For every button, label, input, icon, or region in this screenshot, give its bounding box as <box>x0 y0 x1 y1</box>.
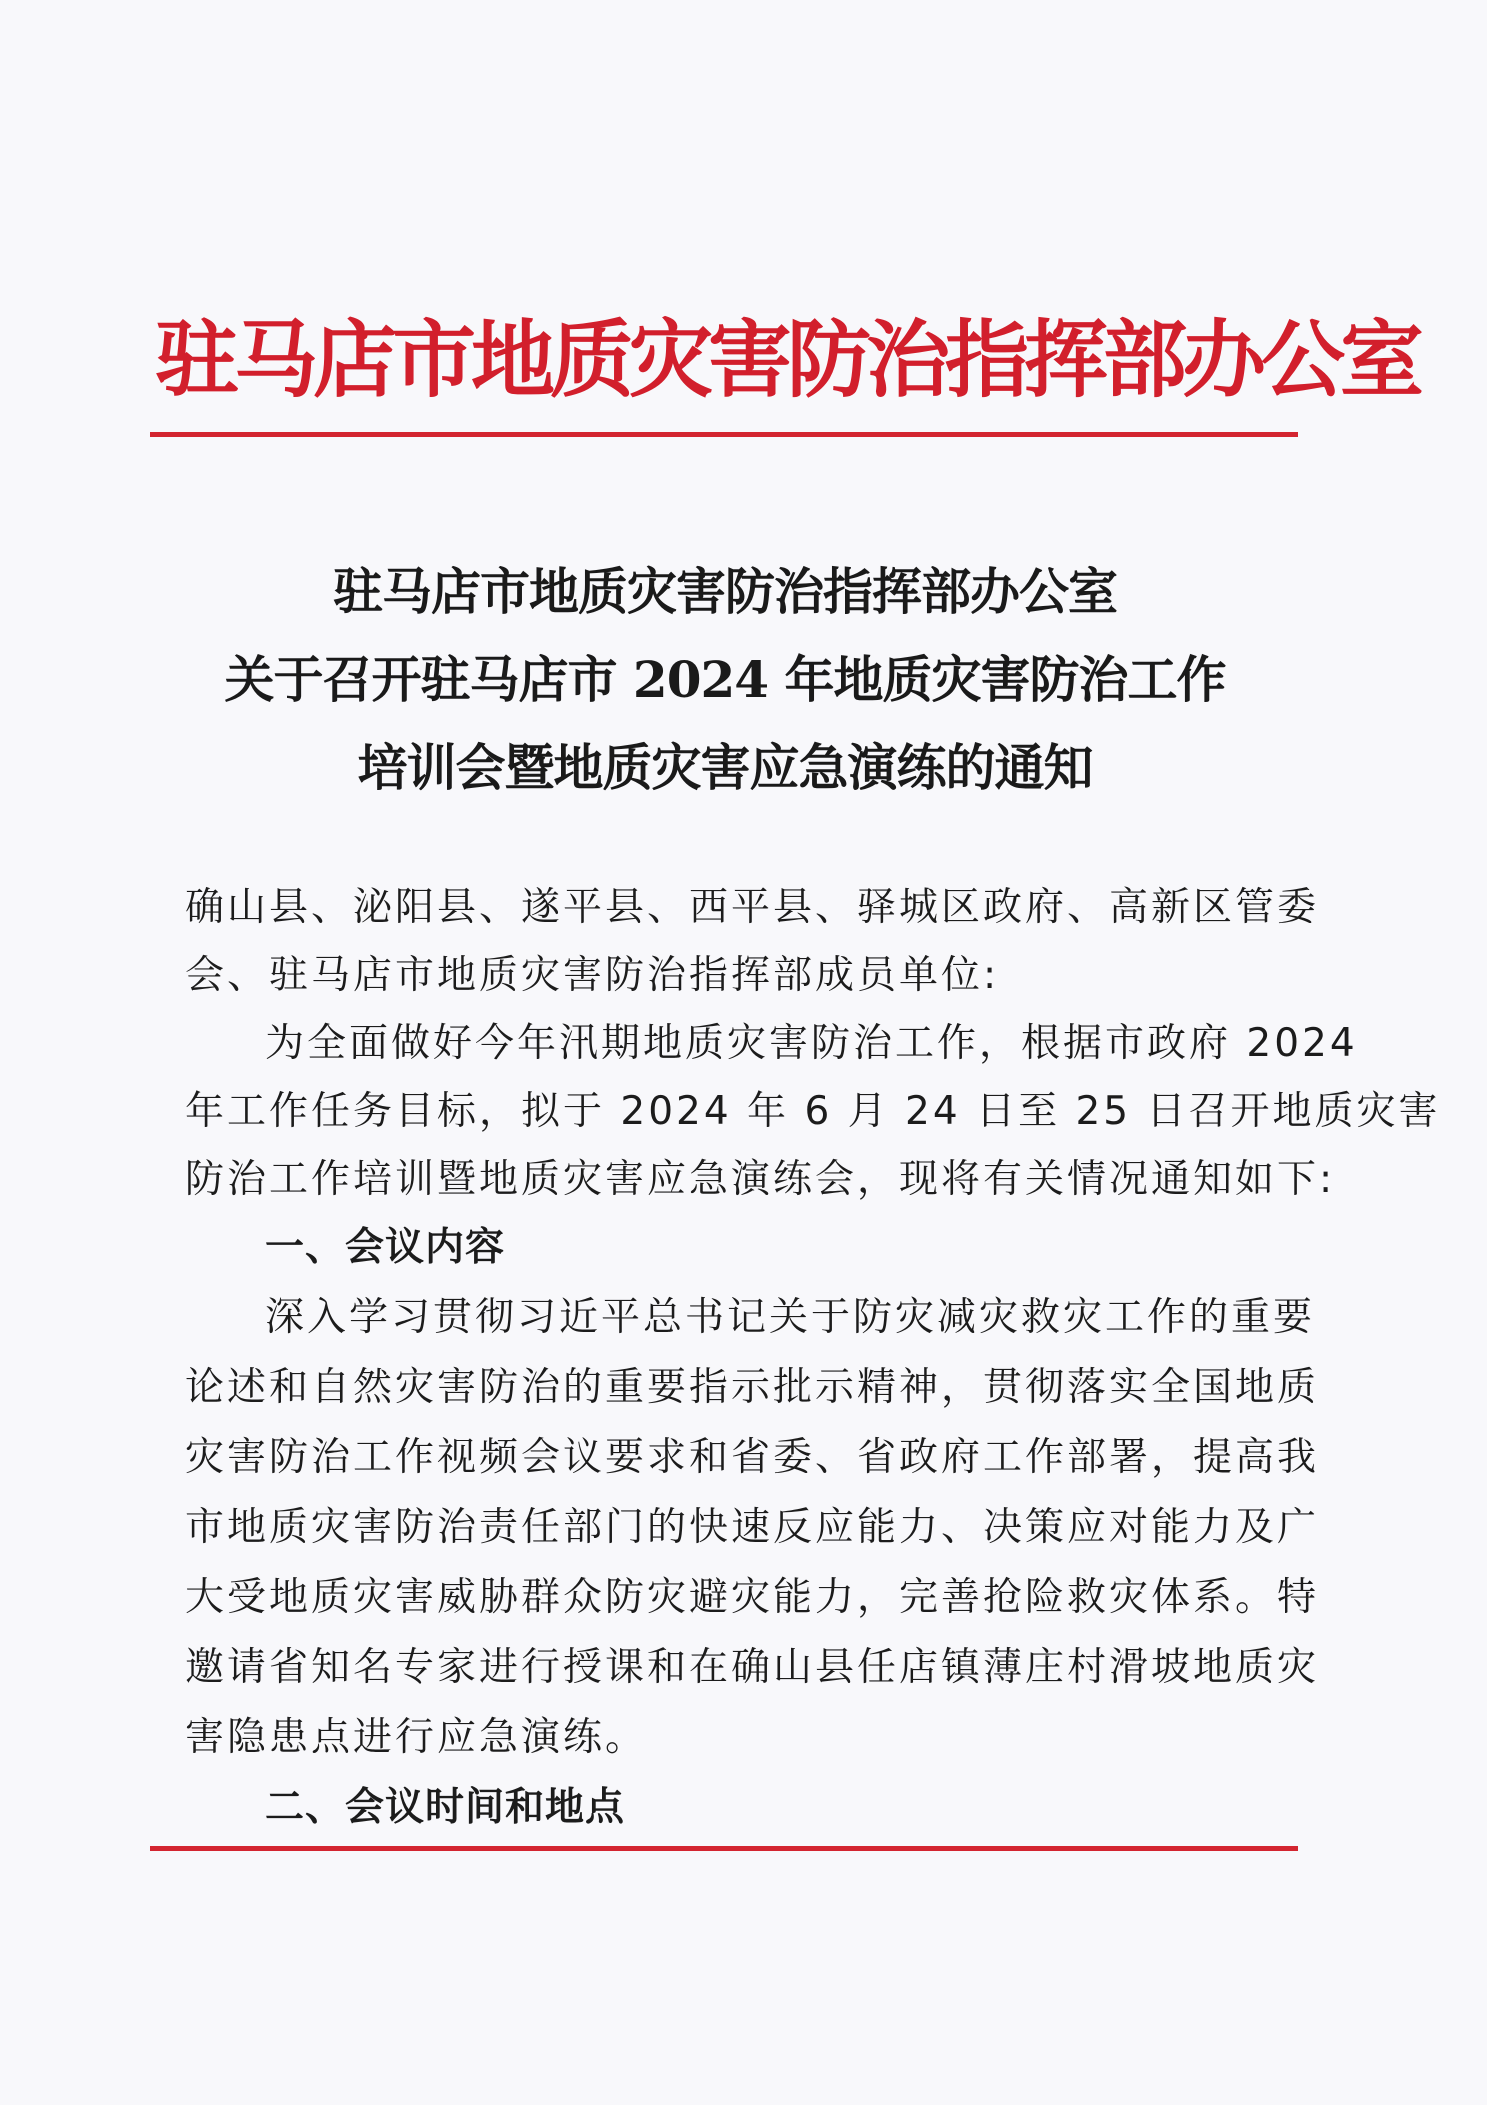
section-1-line-4: 市地质灾害防治责任部门的快速反应能力、决策应对能力及广 <box>185 1505 1320 1550</box>
document-title-line-1: 驻马店市地质灾害防治指挥部办公室 <box>333 562 1117 621</box>
section-1-line-3: 灾害防治工作视频会议要求和省委、省政府工作部署，提高我 <box>185 1435 1320 1480</box>
section-1-line-1: 深入学习贯彻习近平总书记关于防灾减灾救灾工作的重要 <box>265 1295 1316 1340</box>
section-2-heading: 二、会议时间和地点 <box>265 1785 626 1830</box>
section-1-heading: 一、会议内容 <box>265 1225 506 1270</box>
section-1-line-2: 论述和自然灾害防治的重要指示批示精神，贯彻落实全国地质 <box>185 1365 1320 1410</box>
letterhead-red-rule <box>150 432 1298 437</box>
document-title-line-3: 培训会暨地质灾害应急演练的通知 <box>357 738 1093 797</box>
intro-line-3: 防治工作培训暨地质灾害应急演练会，现将有关情况通知如下: <box>185 1157 1336 1202</box>
section-1-line-5: 大受地质灾害威胁群众防灾避灾能力，完善抢险救灾体系。特 <box>185 1575 1320 1620</box>
footer-red-rule <box>150 1846 1298 1851</box>
intro-line-1: 为全面做好今年汛期地质灾害防治工作，根据市政府 2024 <box>265 1021 1358 1066</box>
section-1-line-6: 邀请省知名专家进行授课和在确山县任店镇薄庄村滑坡地质灾 <box>185 1645 1320 1690</box>
section-1-line-7: 害隐患点进行应急演练。 <box>185 1715 648 1760</box>
recipients-line-1: 确山县、泌阳县、遂平县、西平县、驿城区政府、高新区管委 <box>185 885 1320 930</box>
recipients-line-2: 会、驻马店市地质灾害防治指挥部成员单位: <box>185 953 1000 998</box>
document-title-line-2: 关于召开驻马店市 2024 年地质灾害防治工作 <box>224 650 1226 709</box>
intro-line-2: 年工作任务目标，拟于 2024 年 6 月 24 日至 25 日召开地质灾害 <box>185 1089 1441 1134</box>
letterhead-title: 驻马店市地质灾害防治指挥部办公室 <box>155 310 1420 409</box>
